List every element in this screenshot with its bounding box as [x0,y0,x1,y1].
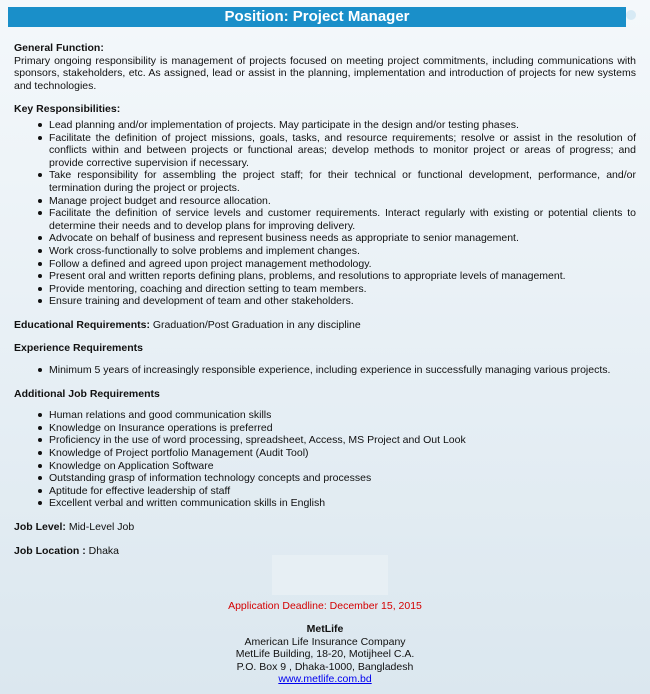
list-item: Minimum 5 years of increasingly responsible experience, including experience in successfully managing various projects. [49,364,636,377]
corner-decoration [626,10,636,20]
job-level-value: Mid-Level Job [65,521,135,533]
general-function-heading: General Function: [14,42,104,54]
list-item: Manage project budget and resource allocation. [49,195,636,208]
list-item: Take responsibility for assembling the project staff; for their technical or functional development, performance, and/or termination during the project or projects. [49,169,636,194]
list-item: Human relations and good communication skills [49,409,636,422]
list-item: Lead planning and/or implementation of projects. May participate in the design and/or testing phases. [49,119,636,132]
list-item: Advocate on behalf of business and represent business needs as appropriate to senior management. [49,232,636,245]
list-item: Proficiency in the use of word processing, spreadsheet, Access, MS Project and Out Look [49,434,636,447]
educational-label: Educational Requirements: [14,318,150,331]
footer-line-3: P.O. Box 9 , Dhaka-1000, Bangladesh [236,660,414,673]
experience-heading: Experience Requirements [14,342,143,355]
list-item: Facilitate the definition of service levels and customer requirements. Interact regularly with existing or potential clients to determine their needs and to develop plans for improving delivery. [49,207,636,232]
key-responsibilities-list [14,119,636,308]
list-item: Present oral and written reports defining plans, problems, and resolutions to appropriate levels of management. [49,270,636,283]
list-item: Provide mentoring, coaching and direction setting to team members. [49,283,636,296]
additional-heading: Additional Job Requirements [14,387,160,400]
list-item: Aptitude for effective leadership of staff [49,485,636,498]
list-item: Knowledge of Project portfolio Management (Audit Tool) [49,447,636,460]
additional-list [14,409,636,510]
list-item: Work cross-functionally to solve problems and implement changes. [49,245,636,258]
list-item: Excellent verbal and written communication skills in English [49,497,636,510]
footer-line-2: MetLife Building, 18-20, Motijheel C.A. [235,648,415,660]
job-level-label: Job Level: [14,521,66,533]
logo-placeholder [272,555,388,595]
position-banner: Position: Project Manager [8,7,626,27]
job-location-label: Job Location : [14,544,86,557]
experience-list [14,364,636,377]
key-responsibilities-heading: Key Responsibilities: [14,103,121,116]
list-item: Facilitate the definition of project missions, goals, tasks, and resource requirements; resolve or assist in the resolution of conflicts within and between projects or functional areas; develop methods to monitor project or areas of progress; and provide corrective supervision if necessary. [49,131,636,169]
list-item: Knowledge on Insurance operations is preferred [49,422,636,435]
list-item: Outstanding grasp of information technology concepts and processes [49,472,636,485]
job-level [14,521,636,534]
educational-value: Graduation/Post Graduation in any discipline [149,318,361,331]
job-description [14,42,636,557]
general-function-text: Primary ongoing responsibility is management of projects focused on meeting project commitments, including communications with sponsors, stakeholders, etc. As assigned, lead or assist in the planning, implementation and introduction of projects for new systems and technologies. [14,54,636,92]
footer-line-1: American Life Insurance Company [244,635,406,648]
list-item: Follow a defined and agreed upon project management methodology. [49,258,636,271]
company-website-link[interactable]: www.metlife.com.bd [278,673,372,685]
company-footer [0,623,650,686]
list-item: Ensure training and development of team and other stakeholders. [49,295,636,308]
company-name: MetLife [306,623,344,635]
application-deadline: Application Deadline: December 15, 2015 [228,600,422,612]
job-location-value: Dhaka [85,544,120,557]
list-item: Knowledge on Application Software [49,460,636,473]
educational-requirements [14,319,636,332]
